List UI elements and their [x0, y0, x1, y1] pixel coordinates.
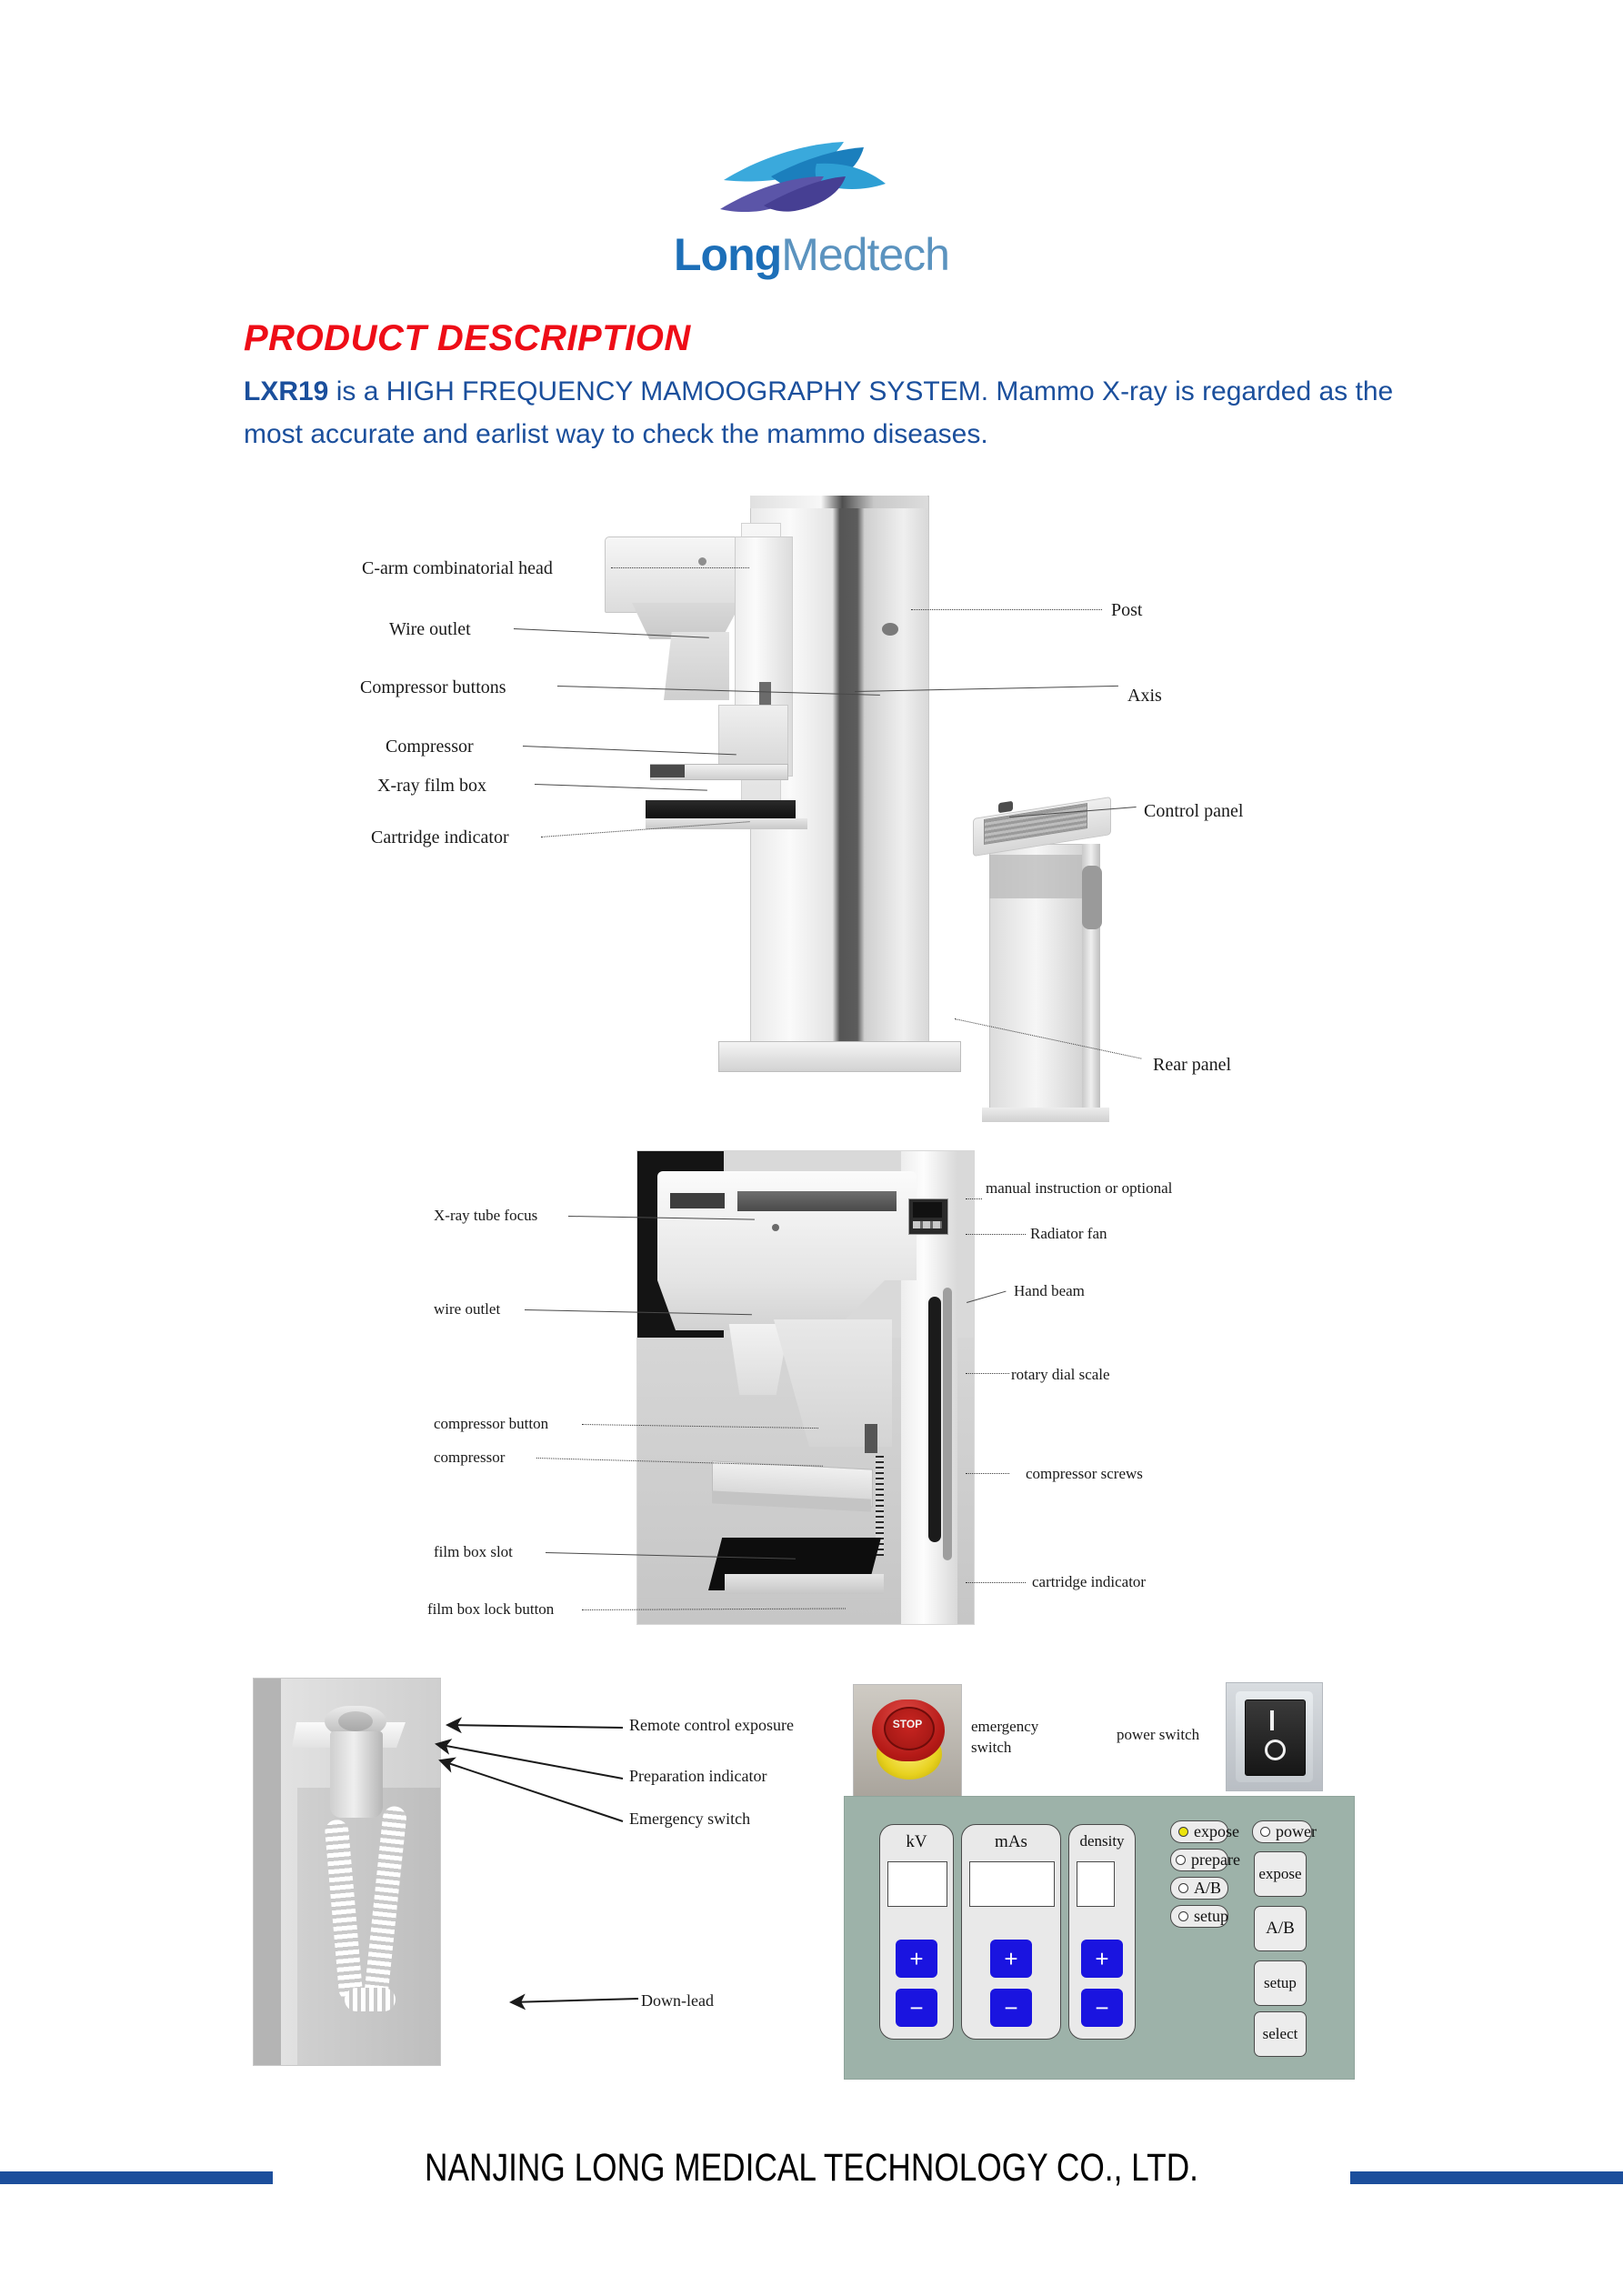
indicator-expose[interactable] — [1170, 1820, 1239, 1843]
prepare-led-icon — [1176, 1855, 1186, 1865]
leader-line — [911, 609, 1102, 610]
emergency-switch-photo — [853, 1684, 962, 1798]
intro-paragraph — [244, 371, 1408, 456]
down-lead-coil-bottom — [345, 1988, 396, 2011]
expose-led-icon — [1178, 1827, 1188, 1837]
display-buttons — [913, 1221, 942, 1228]
callout-manual-instruction: manual instruction or optional — [986, 1179, 1173, 1197]
power-led-icon — [1260, 1827, 1270, 1837]
closeup-film-box-slot — [725, 1574, 884, 1594]
leader-line — [966, 1582, 1026, 1583]
callout-preparation-indicator: Preparation indicator — [629, 1767, 767, 1785]
stepper-mas-label: mAs — [995, 1832, 1027, 1851]
button-ab[interactable]: A/B — [1254, 1906, 1307, 1951]
callout-emergency-switch: Emergency switch — [629, 1810, 751, 1828]
callout-rotary-dial-scale: rotary dial scale — [1011, 1366, 1110, 1383]
density-minus-button[interactable]: − — [1081, 1989, 1123, 2027]
callout-compressor: Compressor — [386, 737, 474, 757]
indicator-ab[interactable] — [1170, 1877, 1228, 1900]
stand-foot — [982, 1108, 1109, 1122]
callout-xray-film-box: X-ray film box — [377, 776, 486, 796]
callout-xray-tube-focus: X-ray tube focus — [434, 1207, 538, 1224]
indicator-setup[interactable] — [1170, 1905, 1228, 1928]
callout-remote-control-exposure: Remote control exposure — [629, 1716, 794, 1734]
stand-shadow — [989, 855, 1091, 898]
emergency-switch-caption — [971, 1717, 1038, 1759]
callout-c-arm-combinatorial-head: C-arm combinatorial head — [362, 558, 553, 578]
machine-base — [718, 1041, 961, 1072]
compressor-button-strip — [865, 1424, 877, 1453]
remote-wall-lower — [297, 1788, 440, 2065]
callout-post: Post — [1111, 600, 1143, 620]
mas-display — [969, 1861, 1055, 1907]
stepper-kv — [879, 1824, 954, 2040]
callout-axis: Axis — [1127, 686, 1162, 706]
indicator-power[interactable] — [1252, 1820, 1317, 1843]
callout-arrows — [427, 1691, 646, 2019]
callout-film-box-slot: film box slot — [434, 1543, 513, 1560]
kv-plus-button[interactable]: + — [896, 1940, 937, 1978]
closeup-vent-strip — [737, 1191, 897, 1211]
closeup-tube-head — [657, 1171, 917, 1280]
leader-line — [966, 1198, 982, 1199]
closeup-label-strip — [670, 1193, 725, 1208]
emergency-caption-line2: switch — [971, 1738, 1012, 1756]
hand-beam — [928, 1297, 941, 1542]
figure-control-stand — [973, 800, 1137, 1114]
axis-knob — [882, 623, 898, 636]
xray-film-box — [646, 800, 796, 818]
stand-handle — [1082, 866, 1102, 929]
leader-line — [966, 1234, 1026, 1235]
indicator-ab-label: A/B — [1194, 1879, 1222, 1897]
estop-label: STOP — [892, 1718, 923, 1730]
footer-company-name: NANJING LONG MEDICAL TECHNOLOGY CO., LTD. — [425, 2146, 1198, 2190]
intro-body: is a HIGH FREQUENCY MAMOOGRAPHY SYSTEM. Mammo X-ray is regarded as the most accurate and earlist way to check the mammo diseases. — [244, 376, 1394, 449]
figure-closeup-machine — [636, 1150, 975, 1625]
button-expose[interactable]: expose — [1254, 1851, 1307, 1897]
kv-display — [887, 1861, 947, 1907]
ab-led-icon — [1178, 1883, 1188, 1893]
compressor-dark-end — [650, 765, 685, 777]
indicator-prepare-label: prepare — [1191, 1850, 1240, 1869]
leader-line — [966, 1473, 1009, 1474]
callout-compressor-2: compressor — [434, 1449, 506, 1466]
button-select[interactable]: select — [1254, 2011, 1307, 2057]
leader-line — [966, 1373, 1009, 1374]
callout-down-lead: Down-lead — [641, 1991, 714, 2010]
power-switch-photo — [1226, 1682, 1323, 1791]
stepper-density — [1068, 1824, 1136, 2040]
callout-radiator-fan: Radiator fan — [1030, 1225, 1107, 1242]
callout-cartridge-indicator-2: cartridge indicator — [1032, 1573, 1147, 1590]
callout-compressor-screws: compressor screws — [1026, 1465, 1143, 1482]
figure-remote-control — [253, 1678, 441, 2066]
logo-wordmark — [0, 228, 1623, 281]
callout-control-panel: Control panel — [1144, 801, 1244, 821]
remote-body — [330, 1731, 383, 1818]
remote-button — [338, 1711, 373, 1731]
callout-rear-panel: Rear panel — [1153, 1055, 1232, 1075]
closeup-rail — [943, 1288, 952, 1560]
power-switch-caption: power switch — [1117, 1726, 1200, 1743]
brand-logo — [0, 136, 1623, 281]
control-panel-knob — [998, 801, 1013, 814]
wing-swoosh-icon — [707, 136, 917, 223]
logo-word-medtech: Medtech — [781, 229, 949, 280]
power-on-mark-icon — [1270, 1710, 1274, 1730]
callout-wire-outlet: Wire outlet — [389, 619, 471, 639]
mas-plus-button[interactable]: + — [990, 1940, 1032, 1978]
stepper-kv-label: kV — [906, 1832, 927, 1851]
column-top — [750, 496, 927, 508]
density-plus-button[interactable]: + — [1081, 1940, 1123, 1978]
indicator-power-label: power — [1276, 1822, 1317, 1840]
logo-word-long: Long — [674, 229, 782, 280]
power-off-mark-icon — [1265, 1740, 1286, 1760]
xray-tube-focus-dot — [772, 1224, 779, 1231]
setup-led-icon — [1178, 1911, 1188, 1921]
callout-compressor-buttons: Compressor buttons — [360, 677, 506, 697]
callout-hand-beam: Hand beam — [1014, 1282, 1085, 1299]
page-title: PRODUCT DESCRIPTION — [244, 318, 691, 358]
head-indicator-dot — [698, 557, 706, 566]
indicator-prepare[interactable] — [1170, 1849, 1240, 1871]
leader-line — [611, 567, 749, 568]
stepper-density-label: density — [1079, 1832, 1125, 1850]
model-name: LXR19 — [244, 376, 329, 406]
density-display — [1077, 1861, 1115, 1907]
callout-cartridge-indicator: Cartridge indicator — [371, 827, 509, 847]
emergency-caption-line1: emergency — [971, 1718, 1039, 1735]
callout-compressor-button: compressor button — [434, 1415, 549, 1432]
button-setup[interactable]: setup — [1254, 1960, 1307, 2006]
indicator-expose-label: expose — [1194, 1822, 1239, 1840]
display-screen — [913, 1202, 942, 1218]
callout-film-box-lock-button: film box lock button — [427, 1600, 555, 1618]
mas-minus-button[interactable]: − — [990, 1989, 1032, 2027]
kv-minus-button[interactable]: − — [896, 1989, 937, 2027]
callout-wire-outlet-2: wire outlet — [434, 1300, 501, 1318]
control-panel — [844, 1796, 1355, 2080]
indicator-setup-label: setup — [1194, 1907, 1228, 1925]
power-rocker — [1245, 1699, 1306, 1776]
stepper-mas — [961, 1824, 1061, 2040]
